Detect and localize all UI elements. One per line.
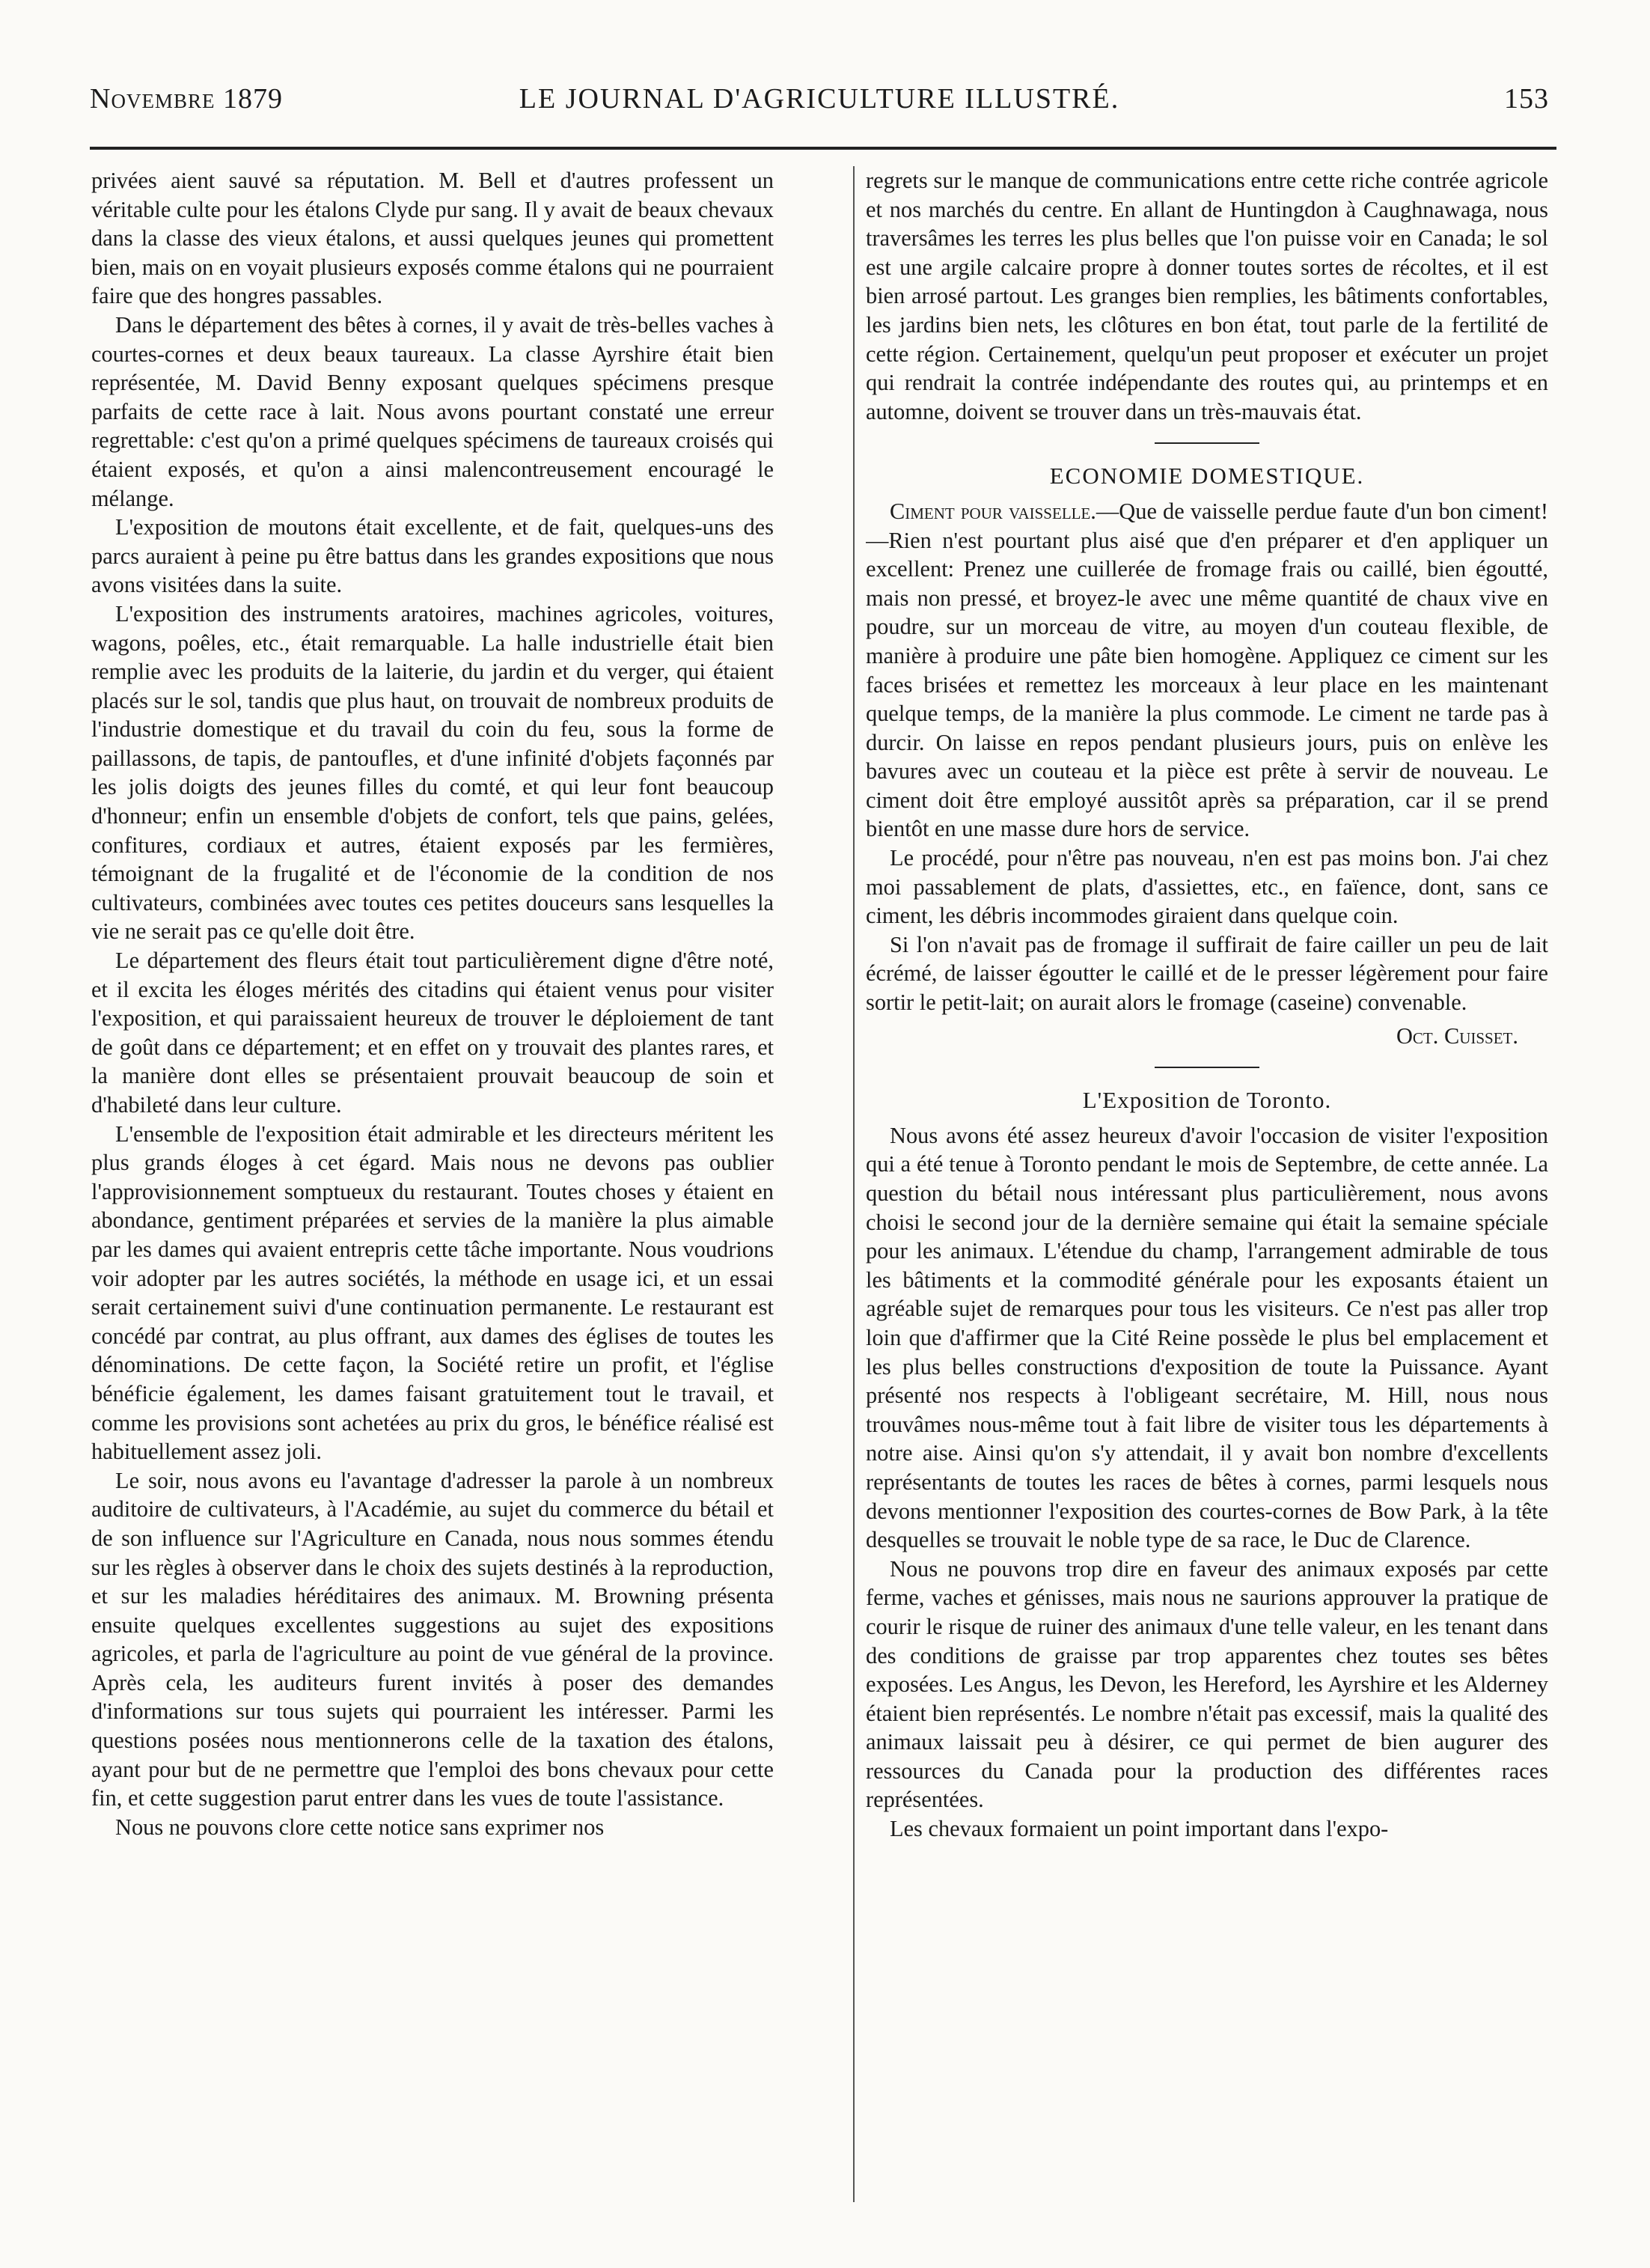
section-title-toronto: L'Exposition de Toronto. xyxy=(1082,1087,1332,1114)
author-signature: Oct. Cuisset. xyxy=(1396,1022,1518,1049)
section-divider xyxy=(1155,442,1259,444)
paragraph: Le département des fleurs était tout particulièrement digne d'être noté, et il excita les éloges mérités des citadins qui étaient venus pour visiter l'exposition, et qui paraissaient heureux de trouver le déploiement de tant de goût dans ce département; et en effet on y trouvait des plantes rares, et la manière dont elles se présentaient prouvait beaucoup de soin et d'habileté dans leur culture. xyxy=(91,948,774,1118)
section-divider xyxy=(1155,1067,1259,1068)
paragraph: Si l'on n'avait pas de fromage il suffirait de faire cailler un peu de lait écrémé, de laisser égoutter le caillé et de le presser légèrement pour faire sortir le petit-lait; on aurait alors le fromage (caseine) convenable. xyxy=(866,931,1548,1016)
paragraph: Les chevaux formaient un point important dans l'expo- xyxy=(890,1816,1389,1842)
left-column xyxy=(91,166,774,2232)
paragraph: Nous ne pouvons clore cette notice sans exprimer nos xyxy=(115,1814,605,1840)
page-header xyxy=(90,82,1549,127)
paragraph: L'ensemble de l'exposition était admirable et les directeurs méritent les plus grands éloges à cet égard. Mais nous ne devons pas oublier l'approvisionnement somptueux du restaurant. Toutes choses y étaient en abondance, gentiment préparées et servies de la manière la plus aimable par les dames qui avaient entrepris cette tâche importante. Nous voudrions voir adopter par les autres sociétés, la méthode en usage ici, et un essai serait certainement suivi d'une continuation permanente. Le restaurant est concédé par contrat, au plus offrant, aux dames des églises de toutes les dénominations. De cette façon, la Société retire un profit, et l'église bénéficie également, les dames faisant gratuitement tout le travail, et comme les provisions sont achetées au prix du gros, le bénéfice réalisé est habituellement assez joli. xyxy=(91,1121,774,1465)
paragraph: Dans le département des bêtes à cornes, il y avait de très-belles vaches à courtes-cornes et deux beaux taureaux. La classe Ayrshire était bien représentée, M. David Benny exposant quelques spécimens presque parfaits de cette race à lait. Nous avons pourtant constaté une erreur regrettable: c'est qu'on a primé quelques spécimens de taureaux croisés qui étaient exposés, et qu'on a ainsi malencontreusement encouragé le mélange. xyxy=(91,311,774,511)
header-rule xyxy=(90,147,1556,150)
paragraph: L'exposition des instruments aratoires, machines agricoles, voitures, wagons, poêles, etc., était remarquable. La halle industrielle était bien remplie avec les produits de la laiterie, du jardin et du verger, qui étaient placés sur le sol, tandis que plus haut, on trouvait de nombreux produits de l'industrie domestique et du travail du coin du feu, sous la forme de paillassons, de tapis, de pantoufles, et d'une infinité d'objets façonnés par les jolis doigts des jeunes filles du comté, et qui leur font beaucoup d'honneur; enfin un ensemble d'objets de confort, tels que pains, gelées, confitures, cordiaux et autres, étaient exposés par les fermières, témoignant de la frugalité et de l'économie de la condition de nos cultivateurs, combinées avec toutes ces petites douceurs sans lesquelles la vie ne serait pas ce qu'elle doit être. xyxy=(91,600,774,945)
paragraph xyxy=(866,497,1548,844)
issue-date: Novembre 1879 xyxy=(90,83,283,115)
right-column xyxy=(866,166,1548,2232)
paragraph: Le procédé, pour n'être pas nouveau, n'en est pas moins bon. J'ai chez moi passablement de plats, d'assiettes, etc., en faïence, dont, sans ce ciment, les débris incommodes giraient dans quelque coin. xyxy=(866,845,1548,929)
paragraph: L'exposition de moutons était excellente, et de fait, quelques-uns des parcs auraient à peine pu être battus dans les grandes expositions que nous avons visitées dans la suite. xyxy=(91,514,774,598)
paragraph-body: —Que de vaisselle perdue faute d'un bon ciment!—Rien n'est pourtant plus aisé que d'en préparer et d'en appliquer un excellent: Prenez une cuillerée de fromage frais ou caillé, bien égoutté, mais non pressé, et broyez-le avec une même quantité de chaux vive en poudre, sur un morceau de vitre, au moyen d'un couteau flexible, de manière à produire une pâte bien homogène. Appliquez ce ciment sur les faces brisées et remettez les morceaux à leur place en les maintenant quelque temps, de la manière la plus commode. Le ciment ne tarde pas à durcir. On laisse en repos pendant plusieurs jours, puis on enlève les bavures avec un couteau et la pièce est prête à servir de nouveau. Le ciment doit être employé aussitôt après sa préparation, car il se prend bientôt en une masse dure hors de service. xyxy=(866,498,1548,842)
page-number: 153 xyxy=(1504,83,1549,115)
paragraph: regrets sur le manque de communications entre cette riche contrée agricole et nos marchés du centre. En allant de Huntingdon à Caughnawaga, nous traversâmes les terres les plus belles que l'on puisse voir en Canada; le sol est une argile calcaire propre à donner toutes sortes de récoltes, et il est bien arrosé partout. Les granges bien remplies, les bâtiments confortables, les jardins bien nets, les clôtures en bon état, tout parle de la fertilité de cette région. Certainement, quelqu'un peut proposer et exécuter un projet qui rendrait la contrée indépendante des routes qui, au printemps et en automne, doivent se trouver dans un très-mauvais état. xyxy=(866,168,1548,424)
paragraph: privées aient sauvé sa réputation. M. Bell et d'autres professent un véritable culte pour les étalons Clyde pur sang. Il y avait de beaux chevaux dans la classe des vieux étalons, et aussi quelques jeunes qui promettent bien, mais on en voyait plusieurs exposés comme étalons qui ne pourraient faire que des hongres passables. xyxy=(91,168,774,309)
paragraph-lead: Ciment pour vaisselle. xyxy=(890,498,1096,524)
section-title-economie: ECONOMIE DOMESTIQUE. xyxy=(1049,463,1365,490)
journal-title: LE JOURNAL D'AGRICULTURE ILLUSTRÉ. xyxy=(519,83,1120,115)
paragraph: Le soir, nous avons eu l'avantage d'adresser la parole à un nombreux auditoire de cultivateurs, à l'Académie, au sujet du commerce du bétail et de son influence sur l'Agriculture en Canada, nous nous sommes étendu sur les règles à observer dans le choix des sujets destinés à la reproduction, et sur les maladies héréditaires des animaux. M. Browning présenta ensuite quelques excellentes suggestions au sujet des expositions agricoles, et parla de l'agriculture au point de vue général de la province. Après cela, les auditeurs furent invités à poser des demandes d'informations sur tous sujets qui pourraient les intéresser. Parmi les questions posées nous mentionnerons celle de la taxation des étalons, ayant pour but de ne permettre que l'emploi des bons chevaux pour cette fin, et cette suggestion parut entrer dans les vues de toute l'assistance. xyxy=(91,1467,774,1811)
paragraph: Nous ne pouvons trop dire en faveur des animaux exposés par cette ferme, vaches et génisses, mais nous ne saurions approuver la pratique de courir le risque de ruiner des animaux d'une telle valeur, en les tenant dans des conditions de graisse par trop apparentes chez toutes ses bêtes exposées. Les Angus, les Devon, les Hereford, les Ayrshire et les Alderney étaient bien représentés. Le nombre n'était pas excessif, mais la qualité des animaux laissait peu à désirer, ce qui permet de bien augurer des ressources du Canada pour la production des différentes races représentées. xyxy=(866,1555,1548,1813)
column-divider xyxy=(853,166,855,2202)
paragraph: Nous avons été assez heureux d'avoir l'occasion de visiter l'exposition qui a été tenue à Toronto pendant le mois de Septembre, de cette année. La question du bétail nous intéressant plus particulièrement, nous avons choisi le second jour de la dernière semaine qui était la semaine spéciale pour les animaux. L'étendue du champ, l'arrangement admirable de tous les bâtiments et la commodité générale pour les exposants étaient un agréable sujet de remarques pour tous les visiteurs. Ce n'est pas aller trop loin que d'affirmer que la Cité Reine possède le plus bel emplacement et les plus belles constructions d'exposition de toute la Puissance. Ayant présenté nos respects à l'obligeant secrétaire, M. Hill, nous nous trouvâmes nous-même tout à fait libre de visiter tous les départements à notre aise. Ainsi qu'on s'y attendait, il y avait bon nombre d'excellents représentants de toutes les races de bêtes à cornes, parmi lesquels nous devons mentionner l'exposition des courtes-cornes de Bow Park, à la tête desquelles se trouvait le noble type de sa race, le Duc de Clarence. xyxy=(866,1122,1548,1553)
